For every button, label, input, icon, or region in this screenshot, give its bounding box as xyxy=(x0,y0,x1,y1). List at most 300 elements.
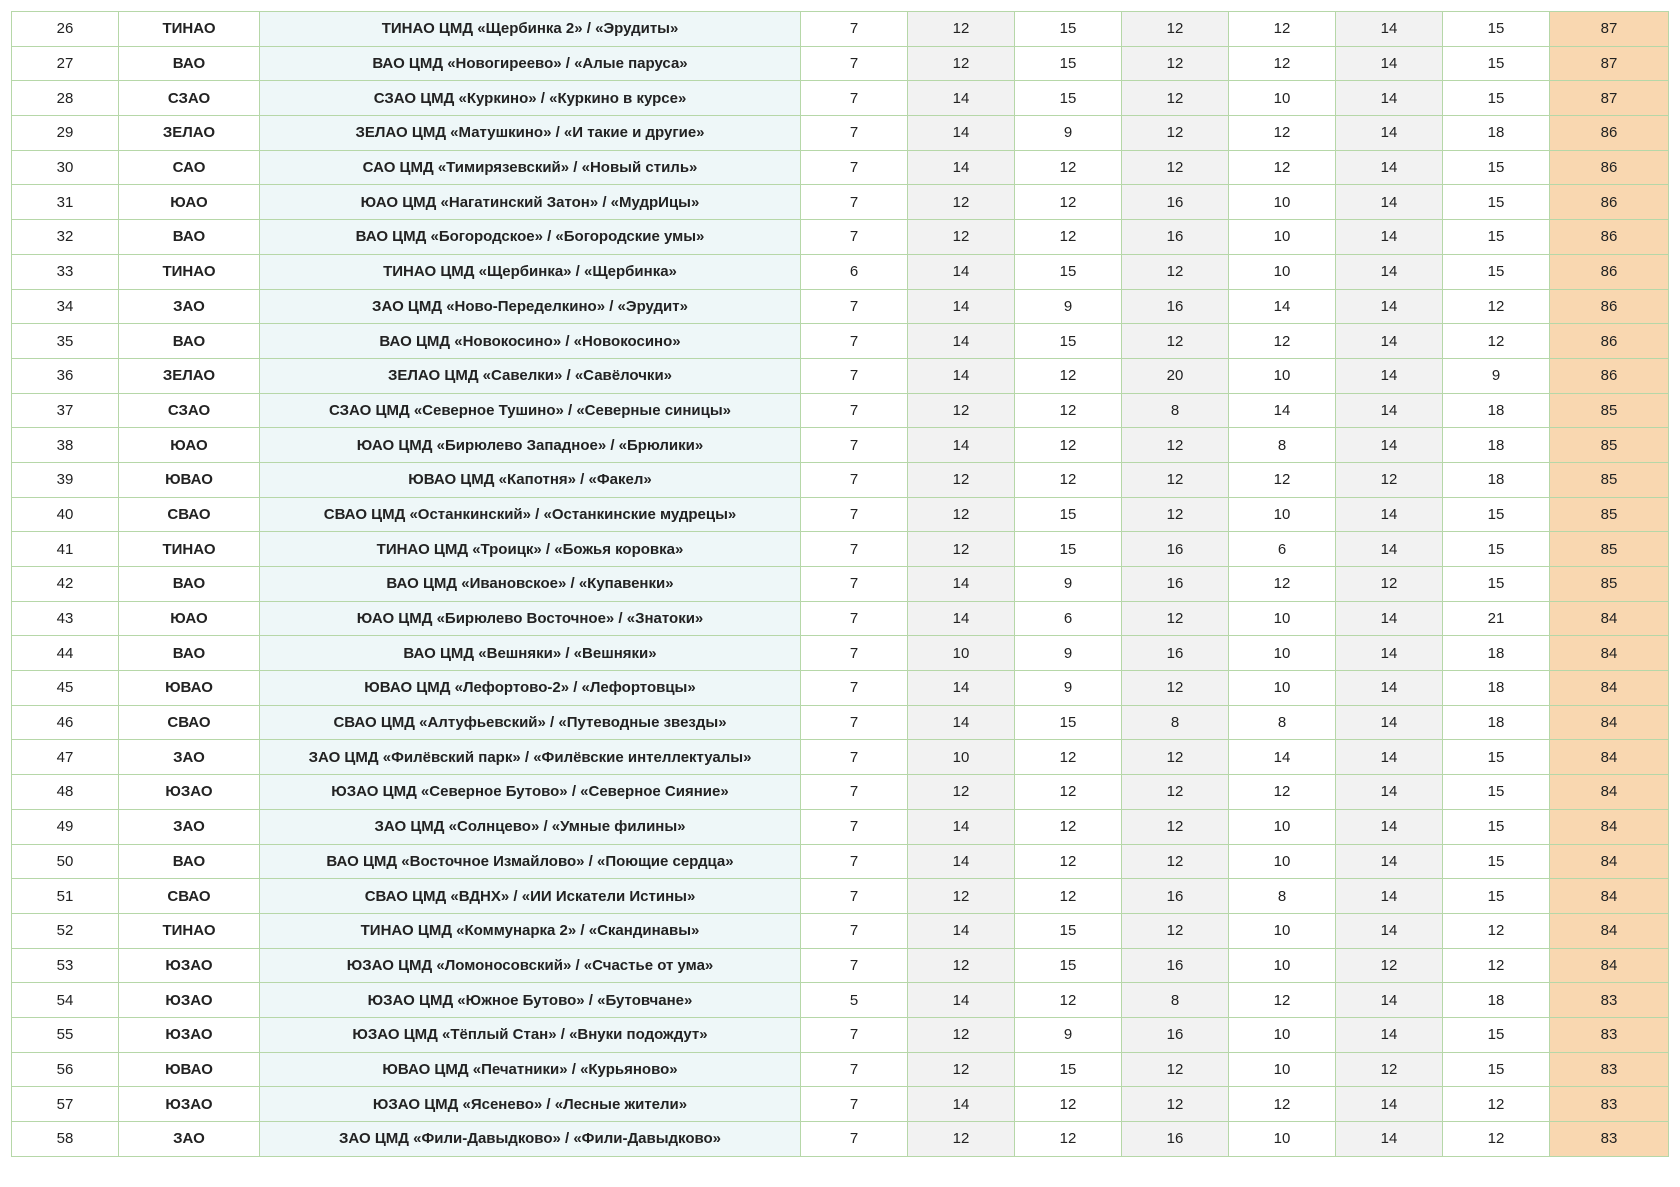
score-cell-1: 7 xyxy=(801,462,908,497)
total-score-cell: 84 xyxy=(1550,671,1669,706)
team-name-cell: ЮЗАО ЦМД «Тёплый Стан» / «Внуки подождут» xyxy=(260,1017,801,1052)
score-cell-4: 16 xyxy=(1122,567,1229,602)
score-cell-1: 7 xyxy=(801,1087,908,1122)
score-cell-4: 12 xyxy=(1122,81,1229,116)
row-number-cell: 51 xyxy=(12,879,119,914)
score-cell-3: 15 xyxy=(1015,324,1122,359)
score-cell-1: 7 xyxy=(801,879,908,914)
score-cell-7: 12 xyxy=(1443,324,1550,359)
score-cell-7: 18 xyxy=(1443,671,1550,706)
team-name-cell: ЮЗАО ЦМД «Ломоносовский» / «Счастье от ума» xyxy=(260,948,801,983)
district-cell: ЮЗАО xyxy=(119,775,260,810)
score-cell-3: 9 xyxy=(1015,671,1122,706)
team-name-cell: ВАО ЦМД «Вешняки» / «Вешняки» xyxy=(260,636,801,671)
row-number-cell: 47 xyxy=(12,740,119,775)
score-cell-2: 12 xyxy=(908,46,1015,81)
score-cell-4: 16 xyxy=(1122,948,1229,983)
district-cell: ЗАО xyxy=(119,289,260,324)
row-number-cell: 36 xyxy=(12,358,119,393)
score-cell-1: 7 xyxy=(801,948,908,983)
score-cell-3: 15 xyxy=(1015,254,1122,289)
table-row xyxy=(12,1122,1669,1157)
row-number-cell: 40 xyxy=(12,497,119,532)
team-name-cell: ТИНАО ЦМД «Щербинка» / «Щербинка» xyxy=(260,254,801,289)
score-cell-1: 7 xyxy=(801,12,908,47)
team-name-cell: ВАО ЦМД «Новогиреево» / «Алые паруса» xyxy=(260,46,801,81)
score-cell-5: 12 xyxy=(1229,983,1336,1018)
score-cell-7: 21 xyxy=(1443,601,1550,636)
score-cell-3: 6 xyxy=(1015,601,1122,636)
score-cell-1: 7 xyxy=(801,844,908,879)
score-cell-3: 12 xyxy=(1015,983,1122,1018)
table-row xyxy=(12,12,1669,47)
team-name-cell: СВАО ЦМД «Останкинский» / «Останкинские мудрецы» xyxy=(260,497,801,532)
score-cell-1: 7 xyxy=(801,81,908,116)
row-number-cell: 32 xyxy=(12,220,119,255)
score-cell-1: 7 xyxy=(801,358,908,393)
district-cell: СВАО xyxy=(119,705,260,740)
results-sheet xyxy=(11,11,1669,1157)
table-row xyxy=(12,809,1669,844)
score-cell-2: 12 xyxy=(908,775,1015,810)
total-score-cell: 85 xyxy=(1550,532,1669,567)
score-cell-1: 7 xyxy=(801,116,908,151)
team-name-cell: ТИНАО ЦМД «Коммунарка 2» / «Скандинавы» xyxy=(260,913,801,948)
row-number-cell: 45 xyxy=(12,671,119,706)
row-number-cell: 30 xyxy=(12,150,119,185)
total-score-cell: 83 xyxy=(1550,1087,1669,1122)
score-cell-6: 14 xyxy=(1336,913,1443,948)
score-cell-2: 14 xyxy=(908,289,1015,324)
score-cell-2: 12 xyxy=(908,1017,1015,1052)
score-cell-2: 14 xyxy=(908,601,1015,636)
team-name-cell: ЗАО ЦМД «Филёвский парк» / «Филёвские интеллектуалы» xyxy=(260,740,801,775)
total-score-cell: 84 xyxy=(1550,775,1669,810)
score-cell-5: 12 xyxy=(1229,12,1336,47)
score-cell-6: 14 xyxy=(1336,532,1443,567)
score-cell-6: 14 xyxy=(1336,150,1443,185)
table-row xyxy=(12,393,1669,428)
table-row xyxy=(12,185,1669,220)
district-cell: ТИНАО xyxy=(119,12,260,47)
district-cell: ТИНАО xyxy=(119,532,260,567)
score-cell-2: 14 xyxy=(908,116,1015,151)
score-cell-5: 12 xyxy=(1229,567,1336,602)
score-cell-6: 14 xyxy=(1336,116,1443,151)
score-cell-6: 14 xyxy=(1336,220,1443,255)
total-score-cell: 85 xyxy=(1550,567,1669,602)
team-name-cell: ЮАО ЦМД «Нагатинский Затон» / «МудрИцы» xyxy=(260,185,801,220)
team-name-cell: ЗАО ЦМД «Ново-Переделкино» / «Эрудит» xyxy=(260,289,801,324)
score-cell-3: 12 xyxy=(1015,740,1122,775)
district-cell: ЮАО xyxy=(119,428,260,463)
table-row xyxy=(12,948,1669,983)
row-number-cell: 50 xyxy=(12,844,119,879)
score-cell-6: 14 xyxy=(1336,324,1443,359)
score-cell-4: 12 xyxy=(1122,46,1229,81)
score-cell-5: 10 xyxy=(1229,81,1336,116)
score-cell-4: 12 xyxy=(1122,775,1229,810)
table-row xyxy=(12,289,1669,324)
score-cell-1: 7 xyxy=(801,1052,908,1087)
score-cell-5: 12 xyxy=(1229,116,1336,151)
team-name-cell: ТИНАО ЦМД «Троицк» / «Божья коровка» xyxy=(260,532,801,567)
score-cell-5: 10 xyxy=(1229,254,1336,289)
score-cell-4: 12 xyxy=(1122,601,1229,636)
score-cell-1: 7 xyxy=(801,567,908,602)
score-cell-1: 7 xyxy=(801,46,908,81)
team-name-cell: ЮВАО ЦМД «Печатники» / «Курьяново» xyxy=(260,1052,801,1087)
score-cell-4: 16 xyxy=(1122,532,1229,567)
score-cell-3: 15 xyxy=(1015,913,1122,948)
score-cell-7: 15 xyxy=(1443,220,1550,255)
row-number-cell: 52 xyxy=(12,913,119,948)
score-cell-7: 15 xyxy=(1443,844,1550,879)
team-name-cell: ЮАО ЦМД «Бирюлево Западное» / «Брюлики» xyxy=(260,428,801,463)
table-row xyxy=(12,567,1669,602)
team-name-cell: ЮАО ЦМД «Бирюлево Восточное» / «Знатоки» xyxy=(260,601,801,636)
table-row xyxy=(12,150,1669,185)
score-cell-6: 14 xyxy=(1336,393,1443,428)
score-cell-7: 18 xyxy=(1443,462,1550,497)
district-cell: ЗЕЛАО xyxy=(119,116,260,151)
score-cell-3: 15 xyxy=(1015,705,1122,740)
district-cell: ЮВАО xyxy=(119,671,260,706)
score-cell-3: 12 xyxy=(1015,844,1122,879)
score-cell-3: 12 xyxy=(1015,220,1122,255)
district-cell: ТИНАО xyxy=(119,913,260,948)
score-cell-3: 9 xyxy=(1015,567,1122,602)
table-row xyxy=(12,116,1669,151)
total-score-cell: 84 xyxy=(1550,913,1669,948)
table-row xyxy=(12,983,1669,1018)
table-row xyxy=(12,324,1669,359)
score-cell-5: 10 xyxy=(1229,185,1336,220)
score-cell-2: 12 xyxy=(908,948,1015,983)
score-cell-4: 12 xyxy=(1122,671,1229,706)
team-name-cell: ВАО ЦМД «Новокосино» / «Новокосино» xyxy=(260,324,801,359)
score-cell-5: 8 xyxy=(1229,705,1336,740)
total-score-cell: 85 xyxy=(1550,462,1669,497)
score-cell-5: 10 xyxy=(1229,601,1336,636)
results-table xyxy=(11,11,1669,1157)
score-cell-3: 12 xyxy=(1015,358,1122,393)
score-cell-5: 10 xyxy=(1229,358,1336,393)
score-cell-1: 7 xyxy=(801,324,908,359)
score-cell-5: 14 xyxy=(1229,393,1336,428)
score-cell-1: 7 xyxy=(801,220,908,255)
score-cell-2: 10 xyxy=(908,740,1015,775)
total-score-cell: 85 xyxy=(1550,428,1669,463)
total-score-cell: 84 xyxy=(1550,809,1669,844)
district-cell: ЗАО xyxy=(119,1122,260,1157)
score-cell-5: 12 xyxy=(1229,46,1336,81)
score-cell-2: 14 xyxy=(908,150,1015,185)
score-cell-4: 16 xyxy=(1122,1122,1229,1157)
table-row xyxy=(12,636,1669,671)
score-cell-5: 10 xyxy=(1229,671,1336,706)
score-cell-5: 10 xyxy=(1229,913,1336,948)
score-cell-7: 12 xyxy=(1443,913,1550,948)
score-cell-4: 12 xyxy=(1122,12,1229,47)
score-cell-5: 6 xyxy=(1229,532,1336,567)
total-score-cell: 84 xyxy=(1550,844,1669,879)
score-cell-2: 14 xyxy=(908,428,1015,463)
district-cell: ЗАО xyxy=(119,809,260,844)
team-name-cell: ВАО ЦМД «Восточное Измайлово» / «Поющие сердца» xyxy=(260,844,801,879)
table-row xyxy=(12,1087,1669,1122)
score-cell-3: 15 xyxy=(1015,1052,1122,1087)
score-cell-7: 18 xyxy=(1443,116,1550,151)
score-cell-7: 12 xyxy=(1443,1122,1550,1157)
score-cell-3: 12 xyxy=(1015,879,1122,914)
team-name-cell: СЗАО ЦМД «Северное Тушино» / «Северные синицы» xyxy=(260,393,801,428)
score-cell-4: 12 xyxy=(1122,1087,1229,1122)
district-cell: ЮЗАО xyxy=(119,1087,260,1122)
score-cell-1: 7 xyxy=(801,671,908,706)
team-name-cell: САО ЦМД «Тимирязевский» / «Новый стиль» xyxy=(260,150,801,185)
score-cell-7: 15 xyxy=(1443,1052,1550,1087)
total-score-cell: 87 xyxy=(1550,46,1669,81)
score-cell-7: 15 xyxy=(1443,46,1550,81)
score-cell-2: 14 xyxy=(908,358,1015,393)
score-cell-4: 12 xyxy=(1122,913,1229,948)
score-cell-7: 18 xyxy=(1443,705,1550,740)
total-score-cell: 87 xyxy=(1550,12,1669,47)
table-row xyxy=(12,428,1669,463)
score-cell-3: 12 xyxy=(1015,775,1122,810)
score-cell-5: 12 xyxy=(1229,775,1336,810)
table-row xyxy=(12,254,1669,289)
table-row xyxy=(12,497,1669,532)
score-cell-1: 7 xyxy=(801,428,908,463)
score-cell-5: 14 xyxy=(1229,740,1336,775)
score-cell-5: 10 xyxy=(1229,948,1336,983)
score-cell-7: 15 xyxy=(1443,497,1550,532)
row-number-cell: 26 xyxy=(12,12,119,47)
score-cell-7: 15 xyxy=(1443,185,1550,220)
score-cell-4: 12 xyxy=(1122,150,1229,185)
score-cell-2: 14 xyxy=(908,983,1015,1018)
score-cell-7: 15 xyxy=(1443,567,1550,602)
score-cell-3: 12 xyxy=(1015,809,1122,844)
score-cell-5: 10 xyxy=(1229,844,1336,879)
score-cell-2: 10 xyxy=(908,636,1015,671)
total-score-cell: 84 xyxy=(1550,948,1669,983)
score-cell-3: 15 xyxy=(1015,497,1122,532)
score-cell-1: 7 xyxy=(801,601,908,636)
score-cell-6: 14 xyxy=(1336,1122,1443,1157)
score-cell-3: 9 xyxy=(1015,116,1122,151)
score-cell-2: 14 xyxy=(908,844,1015,879)
team-name-cell: ЮЗАО ЦМД «Южное Бутово» / «Бутовчане» xyxy=(260,983,801,1018)
score-cell-6: 12 xyxy=(1336,567,1443,602)
score-cell-5: 10 xyxy=(1229,220,1336,255)
team-name-cell: ЮВАО ЦМД «Капотня» / «Факел» xyxy=(260,462,801,497)
score-cell-7: 15 xyxy=(1443,150,1550,185)
score-cell-4: 16 xyxy=(1122,220,1229,255)
score-cell-7: 15 xyxy=(1443,809,1550,844)
total-score-cell: 84 xyxy=(1550,601,1669,636)
score-cell-2: 14 xyxy=(908,1087,1015,1122)
score-cell-6: 14 xyxy=(1336,879,1443,914)
score-cell-6: 14 xyxy=(1336,46,1443,81)
row-number-cell: 34 xyxy=(12,289,119,324)
score-cell-1: 7 xyxy=(801,705,908,740)
score-cell-3: 12 xyxy=(1015,150,1122,185)
score-cell-4: 8 xyxy=(1122,393,1229,428)
district-cell: ВАО xyxy=(119,844,260,879)
team-name-cell: ЮЗАО ЦМД «Северное Бутово» / «Северное Сияние» xyxy=(260,775,801,810)
score-cell-2: 12 xyxy=(908,532,1015,567)
row-number-cell: 58 xyxy=(12,1122,119,1157)
district-cell: ВАО xyxy=(119,567,260,602)
score-cell-6: 14 xyxy=(1336,497,1443,532)
table-row xyxy=(12,601,1669,636)
score-cell-6: 14 xyxy=(1336,636,1443,671)
score-cell-1: 7 xyxy=(801,740,908,775)
row-number-cell: 31 xyxy=(12,185,119,220)
row-number-cell: 42 xyxy=(12,567,119,602)
score-cell-2: 14 xyxy=(908,254,1015,289)
team-name-cell: ЗАО ЦМД «Фили-Давыдково» / «Фили-Давыдково» xyxy=(260,1122,801,1157)
score-cell-6: 12 xyxy=(1336,948,1443,983)
score-cell-1: 7 xyxy=(801,532,908,567)
score-cell-4: 12 xyxy=(1122,428,1229,463)
total-score-cell: 85 xyxy=(1550,393,1669,428)
score-cell-2: 14 xyxy=(908,324,1015,359)
score-cell-6: 14 xyxy=(1336,705,1443,740)
row-number-cell: 54 xyxy=(12,983,119,1018)
score-cell-2: 12 xyxy=(908,220,1015,255)
score-cell-1: 7 xyxy=(801,913,908,948)
total-score-cell: 86 xyxy=(1550,324,1669,359)
total-score-cell: 83 xyxy=(1550,1052,1669,1087)
score-cell-2: 12 xyxy=(908,497,1015,532)
results-table-body xyxy=(12,12,1669,1157)
score-cell-5: 10 xyxy=(1229,1017,1336,1052)
score-cell-6: 14 xyxy=(1336,12,1443,47)
district-cell: СВАО xyxy=(119,879,260,914)
total-score-cell: 84 xyxy=(1550,740,1669,775)
score-cell-4: 16 xyxy=(1122,185,1229,220)
score-cell-4: 12 xyxy=(1122,497,1229,532)
score-cell-6: 14 xyxy=(1336,81,1443,116)
total-score-cell: 86 xyxy=(1550,254,1669,289)
score-cell-2: 14 xyxy=(908,809,1015,844)
score-cell-5: 12 xyxy=(1229,150,1336,185)
score-cell-6: 14 xyxy=(1336,601,1443,636)
score-cell-6: 14 xyxy=(1336,775,1443,810)
score-cell-6: 14 xyxy=(1336,185,1443,220)
table-row xyxy=(12,844,1669,879)
score-cell-2: 12 xyxy=(908,879,1015,914)
score-cell-5: 8 xyxy=(1229,428,1336,463)
row-number-cell: 39 xyxy=(12,462,119,497)
score-cell-6: 14 xyxy=(1336,1017,1443,1052)
table-row xyxy=(12,879,1669,914)
total-score-cell: 86 xyxy=(1550,116,1669,151)
score-cell-4: 12 xyxy=(1122,462,1229,497)
table-row xyxy=(12,775,1669,810)
district-cell: ЮВАО xyxy=(119,1052,260,1087)
score-cell-5: 10 xyxy=(1229,1122,1336,1157)
total-score-cell: 86 xyxy=(1550,220,1669,255)
score-cell-7: 15 xyxy=(1443,81,1550,116)
score-cell-7: 15 xyxy=(1443,532,1550,567)
team-name-cell: ВАО ЦМД «Богородское» / «Богородские умы» xyxy=(260,220,801,255)
score-cell-5: 10 xyxy=(1229,809,1336,844)
score-cell-6: 14 xyxy=(1336,809,1443,844)
score-cell-7: 15 xyxy=(1443,775,1550,810)
district-cell: ЮАО xyxy=(119,601,260,636)
district-cell: ТИНАО xyxy=(119,254,260,289)
district-cell: ЗАО xyxy=(119,740,260,775)
score-cell-1: 7 xyxy=(801,289,908,324)
total-score-cell: 83 xyxy=(1550,1017,1669,1052)
score-cell-1: 5 xyxy=(801,983,908,1018)
score-cell-4: 12 xyxy=(1122,254,1229,289)
table-row xyxy=(12,913,1669,948)
score-cell-3: 15 xyxy=(1015,532,1122,567)
score-cell-3: 9 xyxy=(1015,289,1122,324)
score-cell-5: 14 xyxy=(1229,289,1336,324)
score-cell-6: 14 xyxy=(1336,289,1443,324)
score-cell-2: 12 xyxy=(908,393,1015,428)
score-cell-3: 12 xyxy=(1015,185,1122,220)
score-cell-2: 14 xyxy=(908,913,1015,948)
score-cell-6: 14 xyxy=(1336,254,1443,289)
row-number-cell: 49 xyxy=(12,809,119,844)
team-name-cell: ВАО ЦМД «Ивановское» / «Купавенки» xyxy=(260,567,801,602)
team-name-cell: ТИНАО ЦМД «Щербинка 2» / «Эрудиты» xyxy=(260,12,801,47)
score-cell-1: 7 xyxy=(801,150,908,185)
score-cell-3: 15 xyxy=(1015,948,1122,983)
team-name-cell: ЗЕЛАО ЦМД «Савелки» / «Савёлочки» xyxy=(260,358,801,393)
score-cell-5: 8 xyxy=(1229,879,1336,914)
total-score-cell: 83 xyxy=(1550,1122,1669,1157)
score-cell-2: 14 xyxy=(908,567,1015,602)
district-cell: СЗАО xyxy=(119,81,260,116)
score-cell-3: 12 xyxy=(1015,428,1122,463)
total-score-cell: 86 xyxy=(1550,150,1669,185)
score-cell-4: 20 xyxy=(1122,358,1229,393)
team-name-cell: СЗАО ЦМД «Куркино» / «Куркино в курсе» xyxy=(260,81,801,116)
score-cell-4: 8 xyxy=(1122,983,1229,1018)
score-cell-7: 12 xyxy=(1443,289,1550,324)
score-cell-7: 18 xyxy=(1443,983,1550,1018)
district-cell: ЮЗАО xyxy=(119,948,260,983)
district-cell: ВАО xyxy=(119,220,260,255)
district-cell: ЮВАО xyxy=(119,462,260,497)
team-name-cell: ЮВАО ЦМД «Лефортово-2» / «Лефортовцы» xyxy=(260,671,801,706)
row-number-cell: 48 xyxy=(12,775,119,810)
team-name-cell: ЮЗАО ЦМД «Ясенево» / «Лесные жители» xyxy=(260,1087,801,1122)
score-cell-2: 12 xyxy=(908,1052,1015,1087)
row-number-cell: 41 xyxy=(12,532,119,567)
score-cell-4: 12 xyxy=(1122,844,1229,879)
score-cell-4: 12 xyxy=(1122,809,1229,844)
row-number-cell: 57 xyxy=(12,1087,119,1122)
score-cell-1: 6 xyxy=(801,254,908,289)
row-number-cell: 29 xyxy=(12,116,119,151)
district-cell: СВАО xyxy=(119,497,260,532)
score-cell-5: 12 xyxy=(1229,324,1336,359)
score-cell-1: 7 xyxy=(801,1017,908,1052)
score-cell-1: 7 xyxy=(801,497,908,532)
score-cell-3: 15 xyxy=(1015,81,1122,116)
district-cell: ЮЗАО xyxy=(119,1017,260,1052)
